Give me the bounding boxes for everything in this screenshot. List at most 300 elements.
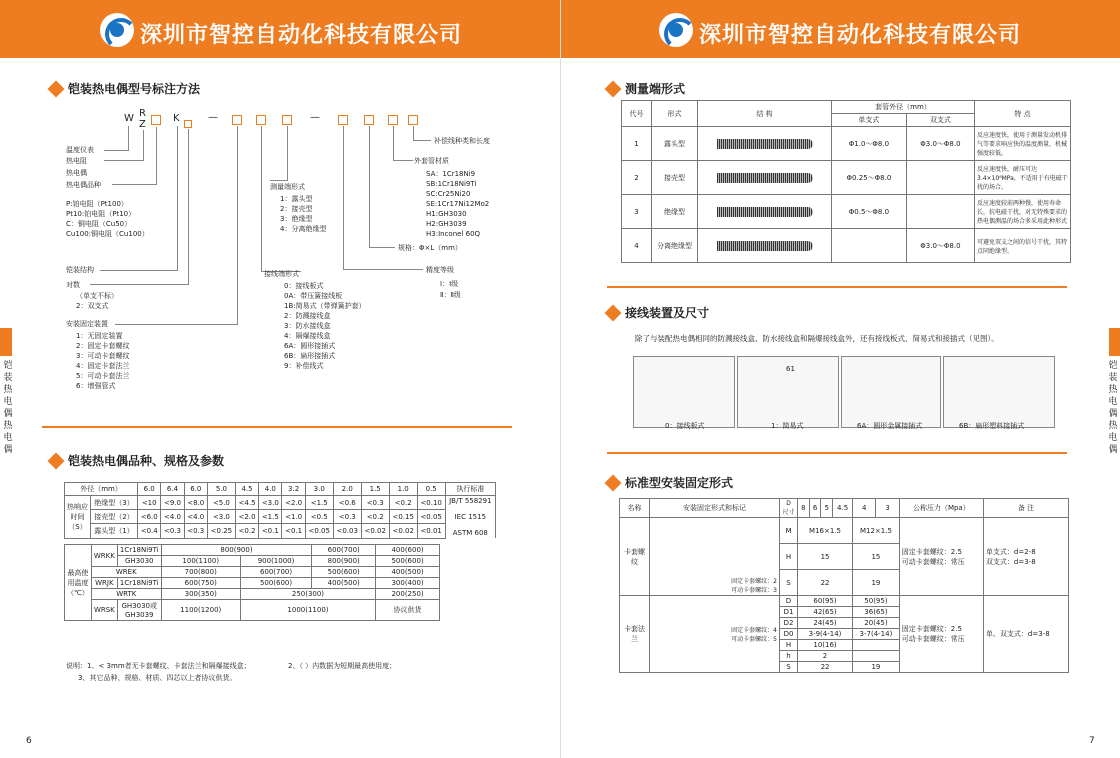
table-cell: 42(65) [798,607,853,618]
probe-drawing [698,161,832,195]
std-line: IEC 1515 [454,513,487,521]
table-cell: 4.0 [259,483,282,496]
table-cell: 接壳型（2） [91,510,138,524]
table-cell: <0.2 [235,524,258,538]
table-cell: 6.0 [184,483,207,496]
label-text: Pt10:铂电阻（Pt10） [66,210,136,218]
table-cell: 单支式 [832,114,907,127]
table-cell: <2.0 [282,496,305,510]
temperature-table [64,544,440,621]
table-cell: 4.5 [833,499,853,518]
label-text: 接线端形式 [264,270,299,278]
table-cell: 19 [853,662,900,673]
probe-drawing [698,229,832,263]
table-header-row [620,499,1069,518]
table-cell: 200(250) [376,589,440,600]
label-text: SA：1Cr18Ni9 [426,170,476,178]
section-title: 铠装热电偶型号标注方法 [68,82,201,96]
leader-line [393,160,413,161]
probe-separate-icon [717,241,813,251]
table-cell: 0.5 [417,483,445,496]
simple-type-drawing [737,356,839,428]
table-cell: 600(700) [312,545,376,556]
table-cell: 绝缘型 [652,195,698,229]
table-cell: 安装固定形式和标记 [650,499,780,518]
leader-line [100,270,178,271]
label-text: P:铂电阻（Pt100） [66,200,128,208]
label-text: 4：隔爆接线盒 [284,332,331,340]
table-cell: 结 构 [698,101,832,127]
label-text: 0A：带压簧接线板 [284,292,343,300]
table-cell: <0.05 [305,524,333,538]
table-cell: 协议供货 [376,600,440,621]
label-text: SE:1Cr17Ni12Mo2 [426,200,490,208]
table-cell: 900(1000) [240,556,311,567]
table-cell: <5.0 [207,496,235,510]
table-cell: 5.0 [207,483,235,496]
label-text: 热电阻 [66,157,87,165]
table-cell: 300(350) [161,589,240,600]
code-letter: R [139,108,146,119]
table-cell: WRSK [91,600,117,621]
code-box [338,115,348,125]
table-cell: 套管外径（mm） [832,101,975,114]
table-cell: 名称 [620,499,650,518]
table-row [622,229,1071,263]
table-cell: 1100(1200) [161,600,240,621]
table-cell: 卡套法兰 [620,596,650,673]
table-cell: 特 点 [975,101,1071,127]
table-cell: 1000(1100) [240,600,375,621]
table-cell: M [780,518,798,544]
d-label: D [786,500,791,507]
table-cell: <0.15 [389,510,417,524]
table-cell: <0.25 [207,524,235,538]
leader-line [343,269,423,270]
table-cell: 1Cr18Ni9Ti [117,545,161,556]
dimension-label: 61 [786,365,795,373]
note-text: 说明：1、< 3mm者无卡套螺纹、卡套法兰和隔爆接线盒； [66,662,251,670]
table-cell: Φ0.25～Φ8.0 [832,161,907,195]
table-cell: 露头型 [652,127,698,161]
company-logo-icon [100,13,134,47]
label-text: H1:GH3030 [426,210,467,218]
table-cell: <1.0 [282,510,305,524]
table-row [65,589,440,600]
table-cell: 备 注 [983,499,1068,518]
table-cell: 反应速度较前两种慢，使用寿命长，抗电磁干扰，对无特殊要求的热电偶测温的场合多采用此种形式 [975,195,1071,229]
spec-table [64,482,496,539]
diamond-bullet-icon [605,80,622,97]
diamond-bullet-icon [48,80,65,97]
section-title: 测量端形式 [625,82,686,96]
table-row [620,596,1069,607]
table-cell: <0.01 [417,524,445,538]
table-cell: <4.0 [161,510,184,524]
table-cell: 250(300) [240,589,375,600]
leader-line [128,126,129,150]
table-cell: 22 [798,570,853,596]
table-cell: 3 [622,195,652,229]
round-plug-drawing [841,356,941,428]
table-cell: 800(900) [312,556,376,567]
table-row [65,567,440,578]
label-text: 6：增强管式 [76,382,116,390]
table-cell: 20(45) [853,618,900,629]
table-cell [853,640,900,651]
probe-drawing [698,127,832,161]
table-cell: <9.0 [161,496,184,510]
table-cell: 800(900) [161,545,312,556]
caption-text: 0：接线板式 [665,422,705,430]
flat-plug-drawing [943,356,1055,428]
label-text: 安装固定装置 [66,320,108,328]
table-cell: 24(45) [798,618,853,629]
label-text: 4：分离绝缘型 [280,225,327,233]
table-cell [853,651,900,662]
table-cell: 36(65) [853,607,900,618]
table-cell: D1 [780,607,798,618]
table-cell: <0.5 [305,510,333,524]
table-cell: H [780,544,798,570]
table-cell [906,161,974,195]
standards-cell [445,496,495,539]
section-heading [50,80,200,97]
table-cell: <0.1 [282,524,305,538]
table-cell: 700(800) [161,567,240,578]
table-cell: 绝缘型（3） [91,496,138,510]
table-cell: 代号 [622,101,652,127]
table-cell: 公称压力（Mpa） [899,499,983,518]
table-cell: <0.05 [417,510,445,524]
company-name: 深圳市智控自动化科技有限公司 [699,23,1022,48]
table-cell: h [780,651,798,662]
label-text: SC:Cr25Ni20 [426,190,471,198]
probe-drawing [698,195,832,229]
caption-text: 6B：扁形塑料接插式 [959,422,1025,430]
table-cell: <4.0 [184,510,207,524]
table-cell: <6.0 [138,510,161,524]
code-dash: — [310,112,320,123]
label-text: 对数 [66,281,80,289]
side-tab [0,328,12,356]
table-cell: 2.0 [333,483,361,496]
table-cell: <0.10 [417,496,445,510]
label-text: （单支不标） [76,292,118,300]
code-box [184,120,192,128]
table-cell: 3-7(4-14) [853,629,900,640]
table-cell: 500(600) [376,556,440,567]
note-text: 2、（ ）内数据为短期最高使用度； [288,662,397,670]
table-cell: 热响应时间（S） [65,496,91,539]
table-cell: 4 [622,229,652,263]
table-cell: <8.0 [184,496,207,510]
code-letter: Z [139,119,146,130]
probe-exposed-icon [717,139,813,149]
table-row [622,127,1071,161]
table-cell: 双支式 [906,114,974,127]
table-cell: 1.5 [361,483,389,496]
table-cell: 100(1100) [161,556,240,567]
header-banner [0,0,560,58]
table-cell: 3.0 [305,483,333,496]
leader-line [369,247,395,248]
table-cell: <0.3 [333,510,361,524]
table-cell: 形式 [652,101,698,127]
side-tab [1109,328,1120,356]
install-table [619,498,1069,673]
leader-line [104,160,144,161]
table-cell: 22 [798,662,853,673]
table-row [65,578,440,589]
label-text: 精度等级 [426,266,454,274]
table-row [622,161,1071,195]
std-line: ASTM 608 [452,529,488,537]
leader-line [369,126,370,248]
table-cell [906,195,974,229]
leader-line [90,284,189,285]
table-cell [832,229,907,263]
table-cell: 6 [809,499,821,518]
table-cell: 外径（mm） [65,483,138,496]
label-text: 补偿线种类和长度 [434,137,490,145]
company-logo-icon [659,13,693,47]
section-title: 接线装置及尺寸 [625,306,710,320]
table-cell: D [780,596,798,607]
label-text: 温度仪表 [66,146,94,154]
code-box [388,115,398,125]
table-cell: WRTK [91,589,161,600]
label-text: 铠装结构 [66,266,94,274]
table-cell: 卡套螺纹 [620,518,650,596]
table-cell: Φ3.0～Φ8.0 [906,127,974,161]
code-letter: K [173,113,180,124]
label-text: 1：无固定装置 [76,332,123,340]
table-cell: 500(600) [312,567,376,578]
fitting-drawing: 固定卡套螺纹：4 可动卡套螺纹：5 [650,596,780,673]
code-box [232,115,242,125]
table-cell: <0.02 [361,524,389,538]
label-text: 热电偶品种 [66,181,101,189]
label-text: 4：固定卡套法兰 [76,362,130,370]
table-cell: <4.5 [235,496,258,510]
table-cell: D2 [780,618,798,629]
label-text: 5：可动卡套法兰 [76,372,130,380]
leader-line [177,126,178,271]
table-row [65,600,440,621]
table-cell: 600(700) [240,567,311,578]
table-row [622,195,1071,229]
side-label: 铠装热电偶热电偶 [1108,361,1118,455]
section-heading [607,80,685,97]
diamond-bullet-icon [605,304,622,321]
table-cell: <0.3 [361,496,389,510]
table-cell [780,499,798,518]
table-cell: 2 [622,161,652,195]
table-row [65,496,496,510]
leader-line [261,126,262,272]
table-cell: Φ3.0～Φ8.0 [906,229,974,263]
std-line: JB/T 558291 [449,497,492,505]
label-text: C：铜电阻（Cu50） [66,220,132,228]
table-row [620,518,1069,544]
code-box [364,115,374,125]
label-text: 0：接线板式 [284,282,324,290]
leader-line [188,129,189,284]
table-cell: <0.02 [389,524,417,538]
table-cell: <0.1 [259,524,282,538]
label-text: Ⅱ：Ⅱ级 [440,291,461,299]
label-text: 1：露头型 [280,195,313,203]
section-heading [607,304,709,321]
label-text: 9：补偿线式 [284,362,324,370]
description-text: 除了与装配热电偶相同的防溅接线盒、防水接线盒和隔爆接线盒外，还有接线板式、简易式和接插式（见图）。 [635,334,999,343]
table-header-row [65,483,496,496]
leader-line [287,126,288,180]
label-text: Cu100:铜电阻（Cu100） [66,230,149,238]
table-cell: 5 [821,499,833,518]
diamond-bullet-icon [605,474,622,491]
page-number: 6 [26,736,32,746]
table-cell: 1 [622,127,652,161]
diamond-bullet-icon [48,452,65,469]
table-cell: 露头型（1） [91,524,138,538]
table-cell: 最高使用温度（℃） [65,545,92,621]
leader-line [143,130,144,160]
table-cell: <0.3 [161,524,184,538]
table-cell: 400(500) [376,567,440,578]
table-cell: <10 [138,496,161,510]
table-cell: M12×1.5 [853,518,900,544]
table-cell: 8 [798,499,810,518]
leader-line [270,180,288,181]
leader-line [393,126,394,160]
table-cell: D0 [780,629,798,640]
label-text: 3：防水接线盒 [284,322,331,330]
table-cell: Φ0.5～Φ8.0 [832,195,907,229]
label-text: 6B：扁形接插式 [284,352,336,360]
table-cell: 6.0 [138,483,161,496]
label-text: 外套管材质 [414,157,449,165]
table-cell: 60(95) [798,596,853,607]
label-text: SB:1Cr18Ni9Ti [426,180,477,188]
table-cell: 6.4 [161,483,184,496]
table-cell: M16×1.5 [798,518,853,544]
table-cell: 4.5 [235,483,258,496]
section-title: 铠装热电偶品种、规格及参数 [68,454,225,468]
measure-end-table [621,100,1071,263]
label-text: 2：固定卡套螺纹 [76,342,130,350]
probe-grounded-icon [717,173,813,183]
table-cell: 4 [853,499,876,518]
section-divider [607,452,1067,454]
leader-line [237,126,238,324]
table-row [65,545,440,556]
section-divider [607,286,1067,288]
label-text: 1B:简易式（带弹簧护套） [284,302,366,310]
table-header-row [622,101,1071,114]
side-label: 铠装热电偶热电偶 [3,361,13,455]
leader-line [112,184,157,185]
code-box [151,115,161,125]
table-cell: 2 [798,651,853,662]
table-cell: <0.2 [361,510,389,524]
terminal-board-drawing [633,356,735,428]
table-cell: 反应速度快，耐压可达3.4×10⁸MPa，不适用于有电磁干扰的场合。 [975,161,1071,195]
table-cell: 500(600) [240,578,311,589]
leader-line [115,324,238,325]
section-heading [607,474,733,491]
table-cell: <2.0 [235,510,258,524]
table-cell: WRKK [91,545,117,567]
section-divider [42,426,512,428]
section-title: 标准型安装固定形式 [625,476,734,490]
table-cell: 600(750) [161,578,240,589]
table-cell: <3.0 [259,496,282,510]
table-row [65,556,440,567]
table-cell: H [780,640,798,651]
table-cell: 19 [853,570,900,596]
label-text: Ⅰ：Ⅰ级 [440,280,459,288]
table-cell: 3 [876,499,899,518]
table-cell: S [780,662,798,673]
table-cell: 反应速度快，使用于测量发动机排气等要求响应快的温度测量，机械强度较低。 [975,127,1071,161]
leader-line [413,126,414,140]
section-heading [50,452,224,469]
table-cell: 接壳型 [652,161,698,195]
label-text: 2：接壳型 [280,205,313,213]
table-row [65,524,496,538]
code-dash: — [208,112,218,123]
leader-line [413,140,431,141]
leader-line [343,126,344,270]
size-label: 尺寸 [782,509,795,516]
table-cell: 3-9(4-14) [798,629,853,640]
table-cell: 可避免双支之间的信号干扰，其特点同绝缘型。 [975,229,1071,263]
table-cell: 单支式：d=2-8 双支式：d=3-8 [983,518,1068,596]
table-cell: Φ1.0～Φ8.0 [832,127,907,161]
label-text: 6A：圆形接插式 [284,342,336,350]
table-cell: GH3030 [117,556,161,567]
label-text: 测量端形式 [270,183,305,191]
table-cell: <0.2 [389,496,417,510]
table-cell: 单、双支式：d=3-8 [983,596,1068,673]
table-cell: 10(16) [798,640,853,651]
table-cell: <1.5 [259,510,282,524]
label-text: 规格：Φ×L（mm） [398,244,462,252]
label-text: 3：绝缘型 [280,215,313,223]
code-box [282,115,292,125]
label-text: 热电偶 [66,169,87,177]
fitting-drawing: 固定卡套螺纹：2 可动卡套螺纹：3 [650,518,780,596]
leader-line [156,127,157,184]
label-text: 2：防溅接线盒 [284,312,331,320]
table-cell: <0.4 [138,524,161,538]
table-cell: 15 [853,544,900,570]
label-text: H3:Inconel 60Q [426,230,481,238]
table-cell: 固定卡套螺纹：2.5 可动卡套螺纹：常压 [899,518,983,596]
table-cell: 分离绝缘型 [652,229,698,263]
table-cell: 300(400) [376,578,440,589]
label-text: H2:GH3039 [426,220,467,228]
probe-insulated-icon [717,207,813,217]
right-page [560,0,1120,758]
label-text: 3：可动卡套螺纹 [76,352,130,360]
leader-line [104,150,129,151]
table-cell: WREK [91,567,161,578]
table-cell: 1.0 [389,483,417,496]
code-box [256,115,266,125]
